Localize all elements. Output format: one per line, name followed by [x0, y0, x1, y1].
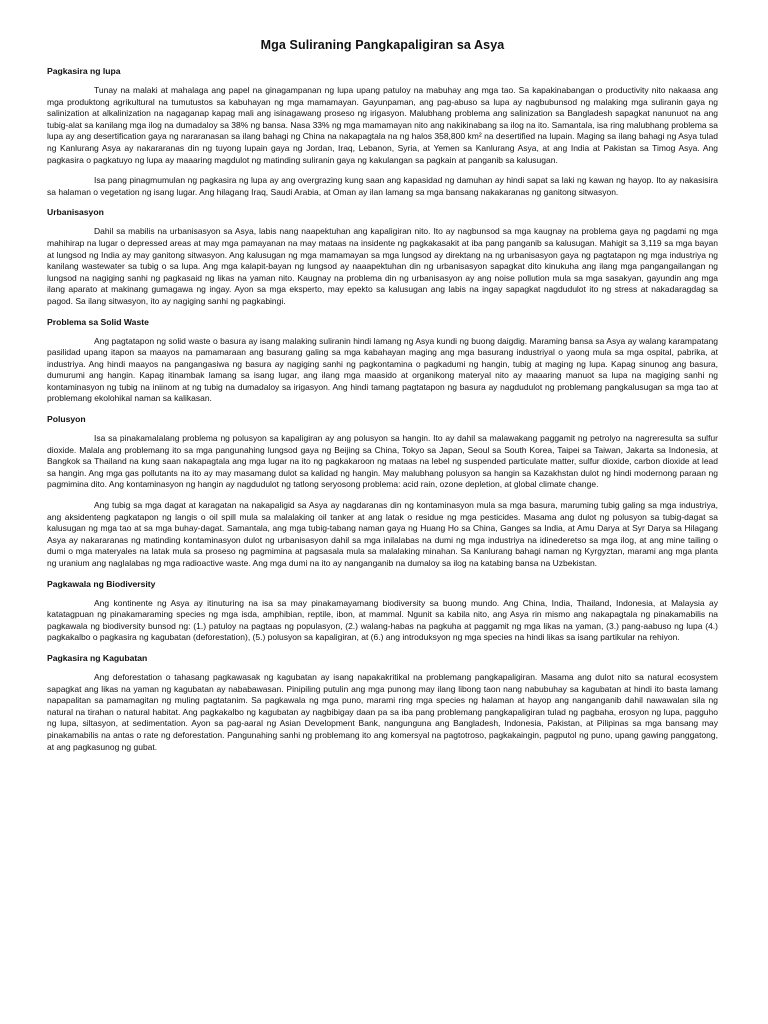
- section-heading: Urbanisasyon: [47, 207, 104, 218]
- section-polusyon: [47, 414, 718, 570]
- paragraph: Ang pagtatapon ng solid waste o basura ay isang malaking suliranin hindi lamang ng Asya kundi ng buong daigdig. Maraming bansa sa Asya ay walang karampatang pasilidad upang itapon sa maayos na pamamaraan ang basurang galing sa mga kabahayan maging ang mga basurang industriyal o yaong mula sa mga ospital, pabrika, at industriya. Ang hindi maayos na pangangasiwa ng basura ay nagiging sanhi ng pagkontamina o pagkadumi ng hangin, tubig at maging ng lupa. Kapag sinunog ang basura, dumurumi ang hangin. Kapag itinambak lamang sa isang lugar, ang ilang mga maasido at organikong materyal nito ay maaaring manuot sa lupa na magiging sanhi ng kontaminasyon ng tubig na iniinom at ng tubig na dumadaloy sa irigasyon. Ang hindi tamang pagtatapon ng basura ay nagdudulot ng problemang pangkalusugan sa mga tao at problemang ekolohikal naman sa kalikasan.: [47, 335, 718, 404]
- paragraph: Ang tubig sa mga dagat at karagatan na nakapaligid sa Asya ay nagdaranas din ng kontaminasyon mula sa mga basura, maruming tubig galing sa mga industriya, ang aksidenteng pagkatapon ng langis o oil spill mula sa malalaking oil tanker at ang latak o residue ng mga pesticides. Masama ang dulot ng polusyon sa tubig-dagat sa kalusugan ng mga tao at sa mga buhay-dagat. Samantala, ang mga tubig-tabang naman gaya ng Huang Ho sa China, Ganges sa India, at Amu Darya at Syr Darya sa Hilagang Asya ay nakararanas ng matinding kontaminasyon dulot ng urbanisasyon dahil sa mga inilalabas na dumi ng mga industriya na idinederetso sa mga ilog, at ang mine tailing o dumi o mga materyales na latak mula sa proseso ng pagmimina at pagsasala mula sa malalaking minahan. Sa Kanlurang bahagi naman ng Kyrgyztan, marami ang mga planta ng uranium ang naglalabas ng mga radioactive waste. Ang mga dumi na ito ay nanganganib na dumaloy sa ilog na katabing bansa na Uzbekistan.: [47, 500, 718, 568]
- paragraph: Tunay na malaki at mahalaga ang papel na ginagampanan ng lupa upang patuloy na mabuhay ang mga tao. Sa kapakinabangan o productivity nito nakaasa ang mga produktong agrikultural na tumutustos sa kabuhayan ng mga mamamayan. Gayunpaman, ang pag-abuso sa lupa ay nagbubunsod ng malaking mga suliranin gaya ng salinization at alkalinization na nagaganap kapag mali ang isinagawang proseso ng irigasyon. Malubhang problema ang salinization sa Bangladesh sapagkat nanunuot na ang tubig-alat sa kanilang mga ilog na dumadaloy sa 38% ng bansa. Nasa 33% ng mga mamamayan nito ang nakikinabang sa ilog na ito. Samantala, isa ring malubhang problema sa lupa ay ang desertification gaya ng nararanasan sa ilang bahagi ng China na nakapagtala na ng halos 358,800 km² na desertified na lupain. Maging sa ilang bahagi ng Asya tulad ng Kanlurang Asya ay nakararanas din ng tuyong lupain gaya ng Jordan, Iraq, Lebanon, Syria, at Yemen sa Kanlurang Asya, at ang India at Pakistan sa Timog Asya. Ang pagkasira o pagkatuyo ng lupa ay maaaring magdulot ng matinding suliranin gaya ng kakulangan sa pagkain at panganib sa kalusugan.: [47, 85, 718, 165]
- section-heading: Problema sa Solid Waste: [47, 316, 149, 327]
- section-solid-waste: [47, 317, 718, 406]
- paragraph: Ang deforestation o tahasang pagkawasak ng kagubatan ay isang napakakritikal na problemang pangkapaligiran. Masama ang dulot nito sa natural ecosystem sapagkat ang likas na yaman ng kagubatan ay nababawasan. Pinipiling putulin ang mga punong may ilang libong taon nang nabubuhay sa kagubatan at hindi ito basta lamang napapalitan sa pamamagitan ng muling pagtatanim. Sa pagkawala ng mga puno, marami ring mga species ng halaman at hayop ang nanganganib dahil nawawalan sila ng natural na tirahan o natural habitat. Ang pagkakalbo ng kagubatan ay nagbibigay daan pa sa iba pang problemang pangkapaligiran tulad ng pagbaha, erosyon ng lupa, pagguho ng lupa, siltasyon, at sedimentation. Ayon sa pag-aaral ng Asian Development Bank, nangunguna ang Bangladesh, Indonesia, Pakistan, at Pilipinas sa mga bansang may pinakamabilis na antas o rate ng deforestation. Pangunahing sanhi ng problemang ito ang komersyal na pagtotroso, pagkakaingin, pagputol ng puno, upang gawing panggatong, at ang pagkasunog ng gubat.: [47, 671, 718, 752]
- section-heading: Polusyon: [47, 414, 86, 425]
- section-heading: Pagkasira ng lupa: [47, 66, 121, 76]
- section-heading: Pagkasira ng Kagubatan: [47, 652, 148, 663]
- section-kagubatan: [47, 653, 718, 753]
- paragraph: Isa sa pinakamalalang problema ng polusyon sa kapaligiran ay ang polusyon sa hangin. Ito ay dahil sa malawakang paggamit ng petrolyo na nagreresulta sa sulfur dioxide. Malala ang problemang ito sa mga pangunahing lungsod gaya ng Beijing sa China, Tokyo sa Japan, Seoul sa South Korea, Taipei sa Taiwan, Jakarta sa Indonesia, at Bangkok sa Thailand na kung saan nakapagtala ang mga lugar na ito ng pagkakaroon ng mataas na lebel ng suspended particulate matter, sulfur dioxide, carbon dioxide at lead sa hangin. Ang mga gas pollutants na ito ay may masamang dulot sa kalidad ng hangin. May malubhang polusyon sa hangin sa Kazakhstan dulot ng hindi modernong paraan ng pagmimina dito. Ang kontaminasyon ng hangin ay nagdudulot ng tatlong seryosong problema: acid rain, ozone depletion, at global climate change.: [47, 433, 718, 490]
- paragraph: Dahil sa mabilis na urbanisasyon sa Asya, labis nang naapektuhan ang kapaligiran nito. Ito ay nagbunsod sa mga kaugnay na problema gaya ng pagdami ng mga mahihirap na lugar o depressed areas at may mga pamayanan na may mataas na insidente ng pagkakasakit at iba pang panganib sa kalusugan. Mahigit sa 3,119 sa mga bayan at lungsod ng India ay may ganitong sitwasyon. Ang kalusugan ng mga mamamayan sa mga lungsod ay direktang na ng urbanisasyon gaya ng pagtatapon ng mga industriya ng kanilang wastewater sa tubig o sa lupa. Ang mga kalapit-bayan ng lungsod ay naaapektuhan din ng urbanisasyon sapagkat dito kinukuha ang ilang mga pangangailangan ng lungsod na nagiging sanhi ng pagkasaid ng likas na yaman nito. Kaugnay na problema din ng urbanisasyon ay ang noise pollution mula sa mga sasakyan, gayundin ang mga ilang aparato at makinang gumagawa ng ingay. Ayon sa mga eksperto, may epekto sa kalusugan ang labis na ingay sapagkat nagdudulot ito ng stress at nakadaragdag sa pagod. Sa ilang sitwasyon, ito ay nagiging sanhi ng pagkabingi.: [47, 226, 718, 306]
- paragraph: Isa pang pinagmumulan ng pagkasira ng lupa ay ang overgrazing kung saan ang kapasidad ng damuhan ay hindi sapat sa laki ng kawan ng hayop. Ito ay nakasisira sa halaman o vegetation ng isang lugar. Ang hilagang Iraq, Saudi Arabia, at Oman ay ilan lamang sa mga bansang nakakaranas ng ganitong sitwasyon.: [47, 175, 718, 197]
- section-heading: Pagkawala ng Biodiversity: [47, 578, 156, 589]
- page-title: Mga Suliraning Pangkapaligiran sa Asya: [260, 38, 505, 52]
- section-biodiversity: [47, 579, 718, 644]
- paragraph: Ang kontinente ng Asya ay itinuturing na isa sa may pinakamayamang biodiversity sa buong mundo. Ang China, India, Thailand, Indonesia, at Malaysia ay katatagpuan ng pinakamaraming species ng mga isda, amphibian, reptile, ibon, at mammal. Ngunit sa kabila nito, ang Asya rin mismo ang nakapagtala ng pinakamabilis na pagkawala ng biodiversity bunsod ng: (1.) patuloy na pagtaas ng populasyon, (2.) walang-habas na pagkuha at paggamit ng mga likas na yaman, (3.) pang-aabuso ng lupa (4.) pagkakalbo o pagkasira ng kagubatan (deforestation), (5.) polusyon sa kapaligiran, at (6.) ang introduksyon ng mga species na hindi likas sa isang partikular na rehiyon.: [47, 597, 718, 643]
- section-urbanisasyon: [47, 207, 718, 307]
- section-pagkasira-ng-lupa: [47, 66, 718, 198]
